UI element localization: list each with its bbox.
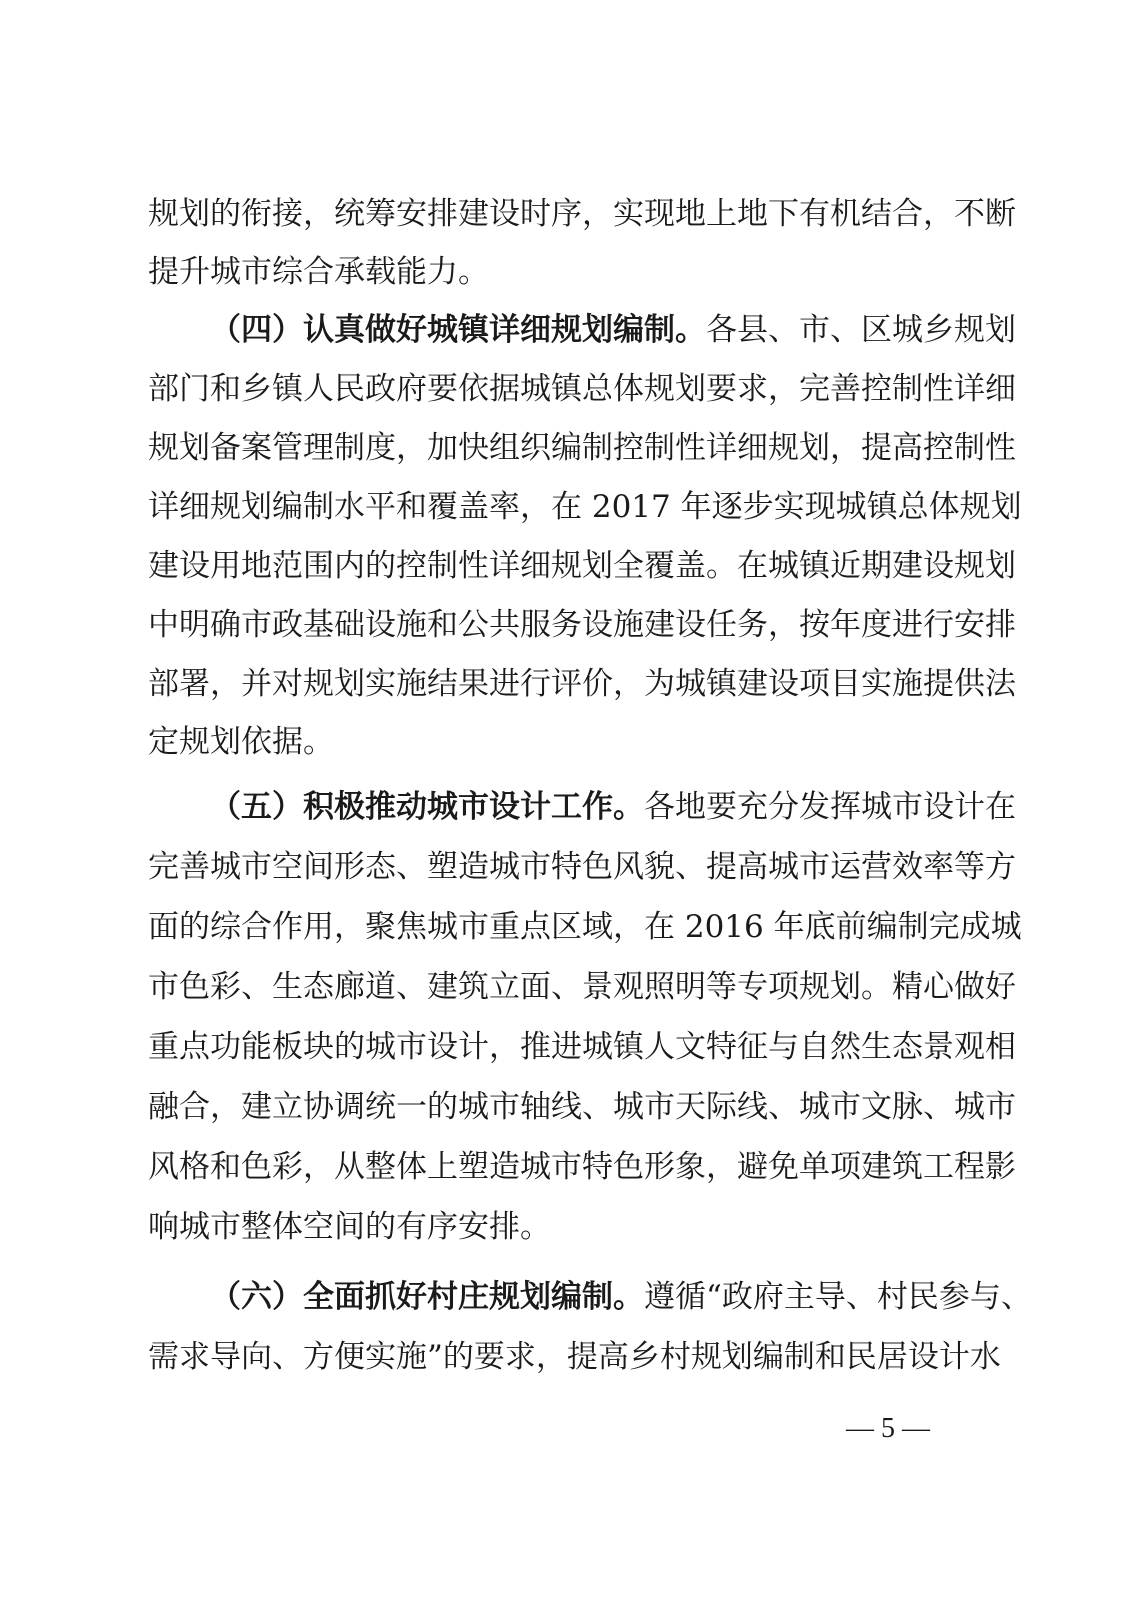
text-line: 重点功能板块的城市设计，推进城镇人文特征与自然生态景观相: [148, 1029, 1016, 1065]
text-line: 规划备案管理制度，加快组织编制控制性详细规划，提高控制性: [148, 430, 1016, 466]
text-line: 市色彩、生态廊道、建筑立面、景观照明等专项规划。精心做好: [148, 969, 1016, 1005]
text-line: 详细规划编制水平和覆盖率，在 2017 年逐步实现城镇总体规划: [148, 489, 1022, 525]
text-line: 部门和乡镇人民政府要依据城镇总体规划要求，完善控制性详细: [148, 371, 1016, 407]
text-line: 风格和色彩，从整体上塑造城市特色形象，避免单项建筑工程影: [148, 1149, 1016, 1185]
text-line: 融合，建立协调统一的城市轴线、城市天际线、城市文脉、城市: [148, 1089, 1016, 1125]
section-heading-4: （四）认真做好城镇详细规划编制。: [210, 312, 706, 348]
section-heading-5: （五）积极推动城市设计工作。: [210, 789, 644, 825]
text-run: 各县、市、区城乡规划: [706, 312, 1016, 348]
text-line: 定规划依据。: [148, 724, 334, 760]
text-line: 规划的衔接，统筹安排建设时序，实现地上地下有机结合，不断: [148, 196, 1016, 232]
paragraph-first-line: [210, 784, 1016, 830]
text-line: 建设用地范围内的控制性详细规划全覆盖。在城镇近期建设规划: [148, 548, 1016, 584]
text-run: 各地要充分发挥城市设计在: [644, 789, 1016, 825]
paragraph-first-line: [210, 1274, 1032, 1320]
text-line: 需求导向、方便实施”的要求，提高乡村规划编制和民居设计水: [148, 1339, 1001, 1375]
section-heading-6: （六）全面抓好村庄规划编制。: [210, 1279, 644, 1315]
text-line: 完善城市空间形态、塑造城市特色风貌、提高城市运营效率等方: [148, 849, 1016, 885]
text-line: 中明确市政基础设施和公共服务设施建设任务，按年度进行安排: [148, 607, 1016, 643]
text-line: 面的综合作用，聚焦城市重点区域，在 2016 年底前编制完成城: [148, 909, 1022, 945]
text-line: 提升城市综合承载能力。: [148, 254, 489, 290]
text-run: 遵循“政府主导、村民参与、: [644, 1279, 1032, 1315]
paragraph-first-line: [210, 307, 1016, 353]
text-line: 响城市整体空间的有序安排。: [148, 1209, 551, 1245]
page-number: — 5 —: [846, 1413, 930, 1444]
text-line: 部署，并对规划实施结果进行评价，为城镇建设项目实施提供法: [148, 666, 1016, 702]
